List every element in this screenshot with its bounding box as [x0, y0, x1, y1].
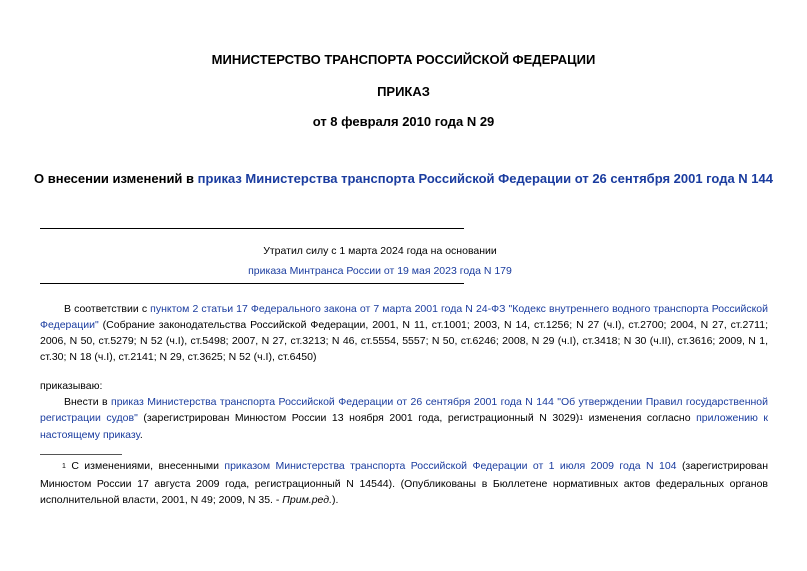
order-104-link[interactable]: приказом Министерства транспорта Российской Федерации от 1 июля 2009 года N 104	[224, 460, 677, 472]
footnote-suffix: (зарегистрирован Минюстом России 17 августа 2009 года, регистрационный N 14544). (Опубликованы в Бюллетене нормативных актов федеральных органов исполнительной власти, 2001, N 49; 2009, N 35. -	[40, 460, 769, 506]
paragraph-basis-prefix: В соответствии с	[64, 303, 151, 315]
status-line: Утратил силу с 1 марта 2024 года на основании	[263, 245, 497, 257]
divider-bottom	[40, 283, 464, 284]
paragraph-amend-after: изменения согласно	[583, 412, 697, 424]
paragraph-basis-suffix: (Собрание законодательства Российской Федерации, 2001, N 11, ст.1001; 2003, N 14, ст.1256; N 27 (ч.I), ст.2700; 2004, N 27, ст.2711; 2006, N 50, ст.5279; N 52 (ч.I), ст.5498; 2007, N 27, ст.3213; N 46, ст.5554, 5557; N 50, ст.6246; 2008, N 29 (ч.I), ст.3418; N 30 (ч.II), ст.3616; 2009, N 1, ст.30; N 18 (ч.I), ст.2141; N 29, ст.3625; N 52 (ч.I), ст.6450)	[40, 319, 768, 363]
subject-link[interactable]: приказ Министерства транспорта Российской Федерации от 26 сентября 2001 года N 144	[197, 171, 773, 186]
footnote-mark[interactable]: 1	[579, 415, 584, 422]
footnote-end: ).	[331, 494, 339, 506]
footnote-divider	[40, 454, 122, 455]
footnote-number: 1	[62, 463, 66, 470]
order-144-link[interactable]: приказ Министерства транспорта Российской Федерации от 26 сентября 2001 года N 144 "Об утверждении Правил государственной регистрации судов"	[40, 396, 768, 424]
subject-prefix: О внесении изменений в	[34, 171, 198, 186]
status-link[interactable]: приказа Минтранса России от 19 мая 2023 года N 179	[248, 265, 512, 277]
footnote	[40, 458, 768, 509]
ministry-title: МИНИСТЕРСТВО ТРАНСПОРТА РОССИЙСКОЙ ФЕДЕРАЦИИ	[211, 52, 596, 67]
appendix-link[interactable]: приложению к настоящему приказу	[40, 412, 768, 441]
editor-note: Прим.ред.	[282, 494, 332, 506]
status-note	[160, 241, 600, 281]
law-link[interactable]: пунктом 2 статьи 17 Федерального закона от 7 марта 2001 года N 24-ФЗ "Кодекс внутреннего водного транспорта Российской Федерации"	[40, 303, 769, 331]
paragraph-amend-end: .	[139, 429, 143, 441]
footnote-prefix: С изменениями, внесенными	[65, 460, 225, 472]
order-word: приказываю:	[40, 380, 103, 392]
document-subject	[30, 170, 777, 187]
paragraph-amend-prefix: Внести в	[64, 396, 112, 408]
document-date-number: от 8 февраля 2010 года N 29	[312, 114, 495, 129]
divider-top	[40, 228, 464, 229]
paragraph-amend	[40, 394, 768, 443]
document-type: ПРИКАЗ	[377, 84, 430, 99]
paragraph-basis	[40, 301, 768, 365]
paragraph-amend-middle: (зарегистрирован Минюстом России 13 ноября 2001 года, регистрационный N 3029)	[137, 412, 580, 424]
